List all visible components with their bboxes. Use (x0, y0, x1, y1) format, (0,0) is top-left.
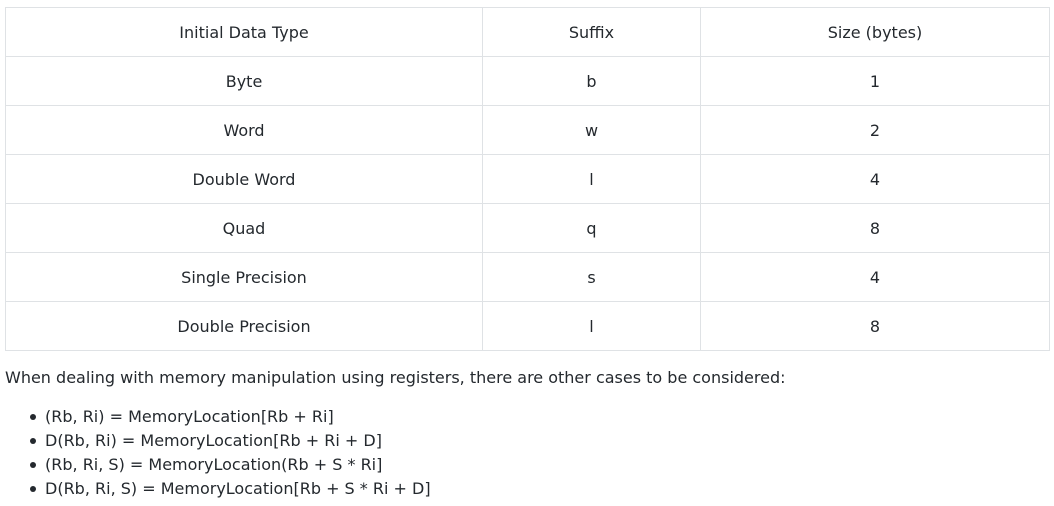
bullet-dot-icon (30, 462, 36, 468)
list-item-text: (Rb, Ri) = MemoryLocation[Rb + Ri] (45, 407, 334, 426)
header-size-bytes: Size (bytes) (701, 8, 1050, 57)
cell-suffix: l (483, 155, 701, 204)
cell-size: 4 (701, 155, 1050, 204)
list-item-text: D(Rb, Ri) = MemoryLocation[Rb + Ri + D] (45, 431, 382, 450)
list-item (45, 477, 431, 501)
cell-suffix: s (483, 253, 701, 302)
table-header-row (6, 8, 1050, 57)
cell-size: 2 (701, 106, 1050, 155)
header-initial-data-type: Initial Data Type (6, 8, 483, 57)
list-item-text: D(Rb, Ri, S) = MemoryLocation[Rb + S * Ri + D] (45, 479, 431, 498)
data-type-table (5, 7, 1050, 351)
cell-suffix: b (483, 57, 701, 106)
intro-paragraph: When dealing with memory manipulation using registers, there are other cases to be considered: (5, 368, 786, 387)
bullet-dot-icon (30, 486, 36, 492)
cell-suffix: w (483, 106, 701, 155)
cell-size: 1 (701, 57, 1050, 106)
table-row (6, 57, 1050, 106)
table-row (6, 106, 1050, 155)
cell-size: 8 (701, 302, 1050, 351)
header-suffix: Suffix (483, 8, 701, 57)
cell-size: 4 (701, 253, 1050, 302)
table-row (6, 204, 1050, 253)
list-item-text: (Rb, Ri, S) = MemoryLocation(Rb + S * Ri] (45, 455, 383, 474)
list-item (45, 453, 431, 477)
cell-data-type: Word (6, 106, 483, 155)
cell-suffix: l (483, 302, 701, 351)
cell-data-type: Single Precision (6, 253, 483, 302)
bullet-dot-icon (30, 438, 36, 444)
table-row (6, 253, 1050, 302)
cell-size: 8 (701, 204, 1050, 253)
cell-suffix: q (483, 204, 701, 253)
table-row (6, 155, 1050, 204)
bullet-dot-icon (30, 414, 36, 420)
list-item (45, 405, 431, 429)
cell-data-type: Double Word (6, 155, 483, 204)
addressing-mode-list (45, 405, 431, 501)
cell-data-type: Byte (6, 57, 483, 106)
list-item (45, 429, 431, 453)
cell-data-type: Double Precision (6, 302, 483, 351)
cell-data-type: Quad (6, 204, 483, 253)
table-row (6, 302, 1050, 351)
